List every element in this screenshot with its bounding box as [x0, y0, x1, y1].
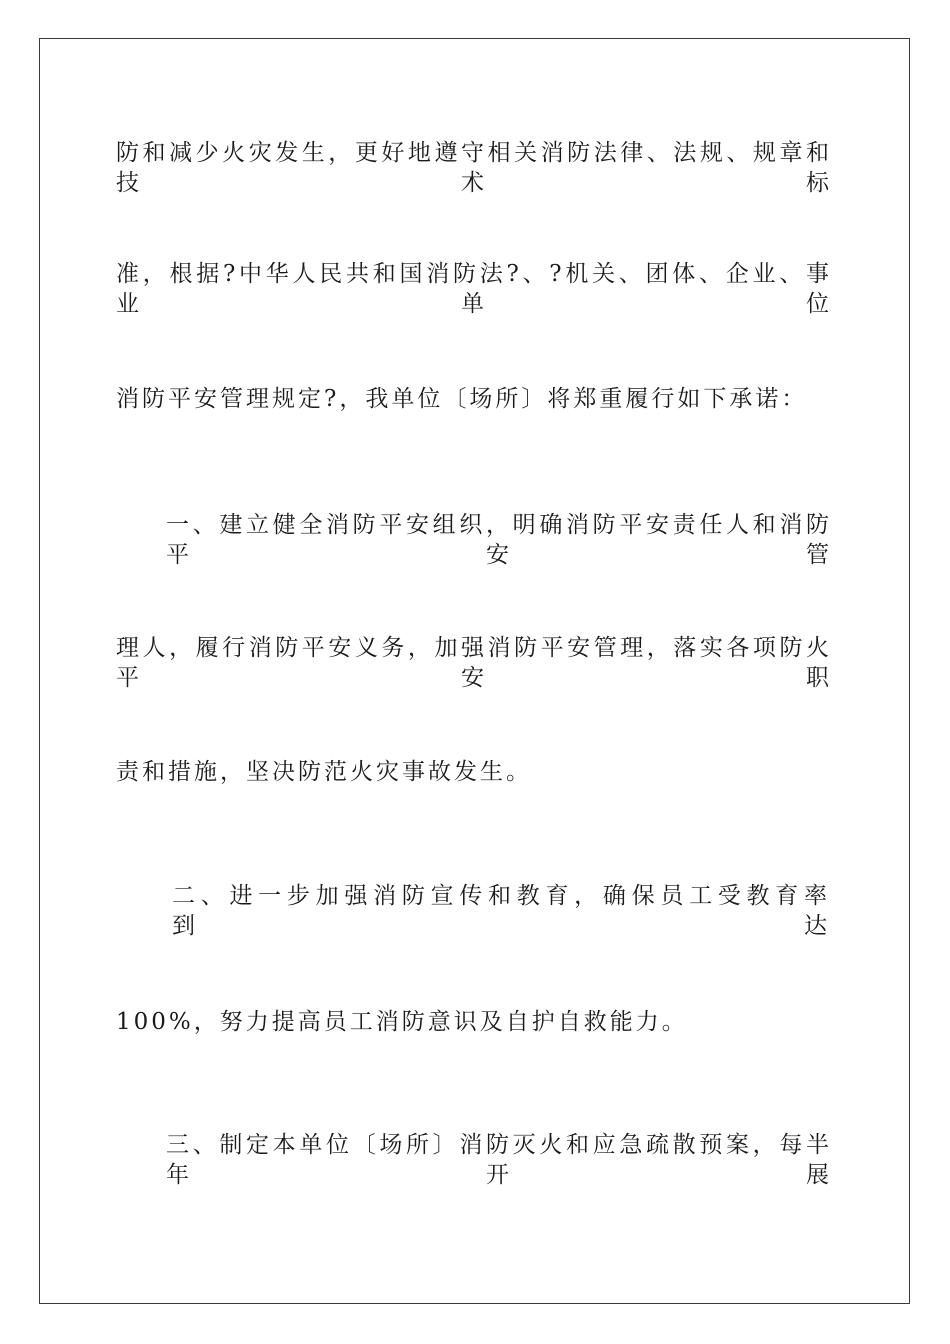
item-3-line-1: 三、制定本单位〔场所〕消防灭火和应急疏散预案，每半年开展 — [166, 1132, 832, 1188]
paragraph-line-2: 准，根据?中华人民共和国消防法?、?机关、团体、企业、事业单位 — [116, 261, 832, 317]
paragraph-line-3: 消防平安管理规定?，我单位〔场所〕将郑重履行如下承诺： — [116, 386, 808, 412]
item-2-line-2: 100%，努力提高员工消防意识及自护自救能力。 — [116, 1009, 688, 1035]
item-2-line-1: 二、进一步加强消防宣传和教育，确保员工受教育率到达 — [172, 883, 832, 939]
item-1-line-3: 责和措施，坚决防范火灾事故发生。 — [116, 759, 532, 785]
paragraph-line-1: 防和减少火灾发生，更好地遵守相关消防法律、法规、规章和技术标 — [116, 140, 832, 196]
item-1-line-2: 理人，履行消防平安义务，加强消防平安管理，落实各项防火平安职 — [116, 635, 832, 691]
item-1-line-1: 一、建立健全消防平安组织，明确消防平安责任人和消防平安管 — [166, 512, 832, 568]
